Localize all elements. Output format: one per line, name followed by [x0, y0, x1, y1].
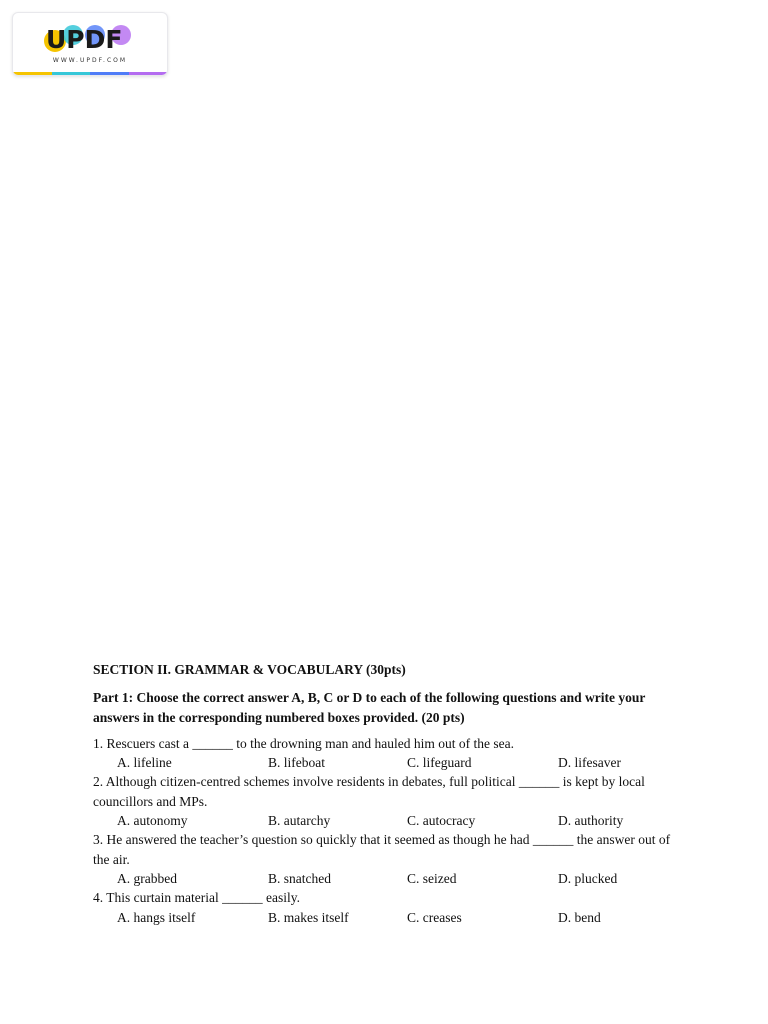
question-1 — [93, 734, 683, 773]
option-b: B. makes itself — [268, 909, 349, 925]
answer-options — [93, 811, 683, 830]
option-c: C. seized — [407, 870, 457, 886]
logo-brand-text: UPDF — [46, 25, 123, 54]
question-text: 1. Rescuers cast a ______ to the drowning man and hauled him out of the sea. — [93, 735, 515, 751]
question-2 — [93, 772, 683, 830]
option-c: C. autocracy — [407, 813, 476, 829]
option-b: B. lifeboat — [268, 755, 325, 771]
option-a: A. lifeline — [117, 755, 172, 771]
option-a: A. grabbed — [117, 870, 177, 886]
option-d: D. lifesaver — [558, 755, 621, 771]
question-text: 4. This curtain material ______ easily. — [93, 890, 300, 906]
answer-options — [93, 753, 683, 772]
option-d: D. bend — [558, 909, 601, 925]
section-title: SECTION II. GRAMMAR & VOCABULARY (30pts) — [93, 662, 406, 677]
option-a: A. hangs itself — [117, 909, 196, 925]
updf-logo-mark — [13, 13, 167, 59]
logo-color-bar — [13, 72, 167, 75]
question-3 — [93, 830, 683, 888]
answer-options — [93, 908, 683, 927]
option-c: C. creases — [407, 909, 462, 925]
question-4 — [93, 888, 683, 927]
option-c: C. lifeguard — [407, 755, 472, 771]
part-instructions: Part 1: Choose the correct answer A, B, C or D to each of the following questions and write your answers in the corresponding numbered boxes provided. (20 pts) — [93, 690, 646, 725]
updf-logo — [12, 12, 168, 76]
option-d: D. plucked — [558, 870, 618, 886]
question-text: 2. Although citizen-centred schemes involve residents in debates, full political ______ is kept by local councillors and MPs. — [93, 774, 645, 809]
exam-content — [93, 660, 683, 927]
option-d: D. authority — [558, 813, 624, 829]
logo-url: WWW.UPDF.COM — [52, 57, 128, 64]
option-b: B. autarchy — [268, 813, 331, 829]
option-a: A. autonomy — [117, 813, 188, 829]
option-b: B. snatched — [268, 870, 331, 886]
question-text: 3. He answered the teacher’s question so quickly that it seemed as though he had ______ the answer out of the air. — [93, 832, 671, 867]
answer-options — [93, 869, 683, 888]
